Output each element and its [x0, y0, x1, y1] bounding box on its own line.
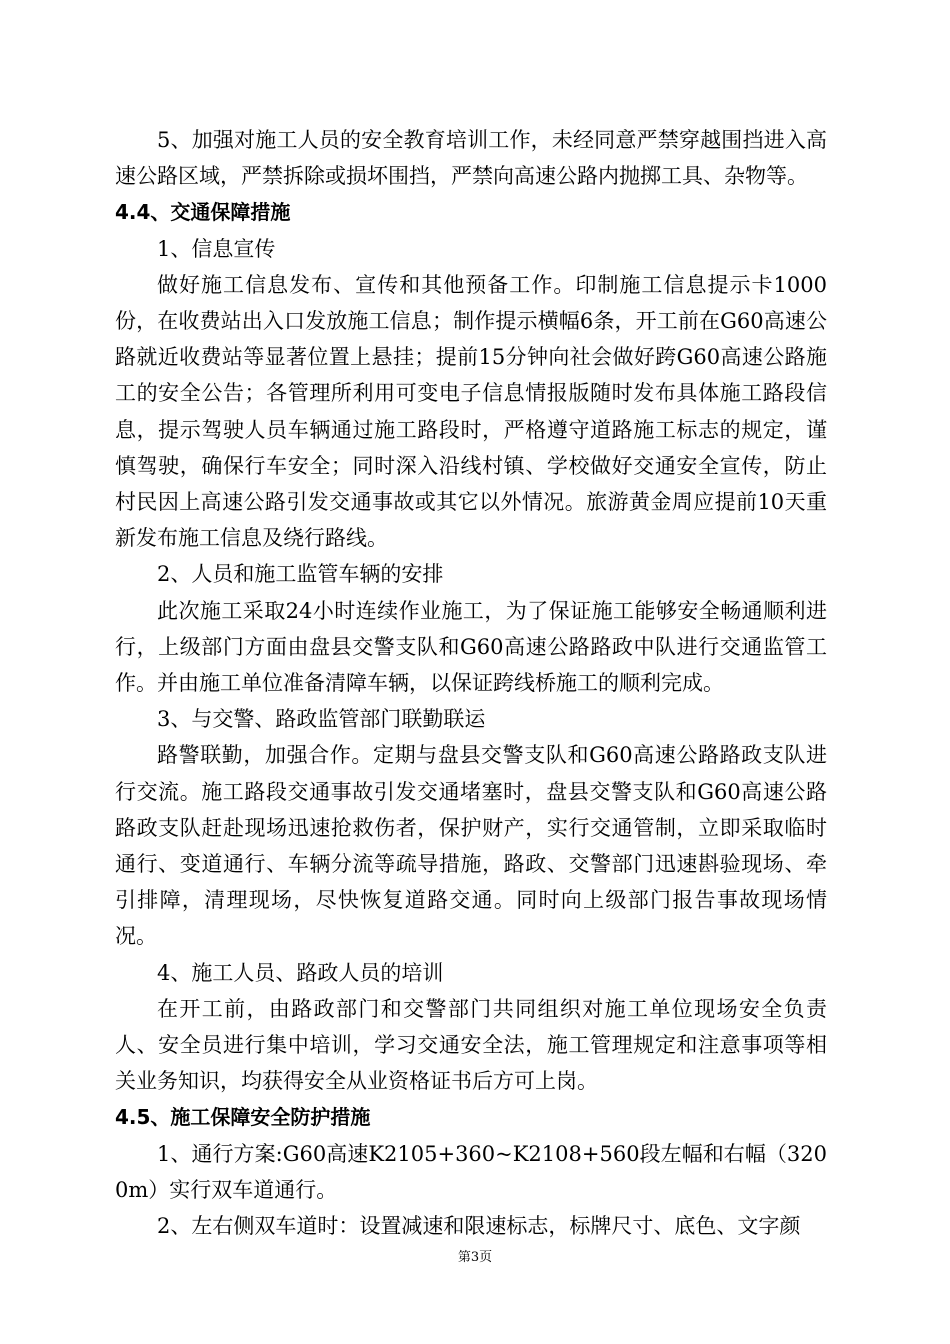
page-number: 第3页: [457, 1250, 493, 1265]
paragraph-item-5: 5、加强对施工人员的安全教育培训工作，未经同意严禁穿越围挡进入高速公路区域，严禁拆除或损坏围挡，严禁向高速公路内抛掷工具、杂物等。: [115, 128, 827, 189]
section-heading-4-4: 4.4、交通保障措施: [115, 200, 291, 225]
document-body: [115, 122, 827, 1244]
paragraph-personnel-vehicles: 此次施工采取24小时连续作业施工，为了保证施工能够安全畅通顺利进行，上级部门方面由盘县交警支队和G60高速公路路政中队进行交通监管工作。并由施工单位准备清障车辆，以保证跨线桥施工的顺利完成。: [115, 598, 827, 696]
section-heading-4-5: 4.5、施工保障安全防护措施: [115, 1105, 371, 1130]
paragraph-info-publicity: 做好施工信息发布、宣传和其他预备工作。印制施工信息提示卡1000份，在收费站出入口发放施工信息；制作提示横幅6条，开工前在G60高速公路就近收费站等显著位置上悬挂；提前15分钟向社会做好跨G60高速公路施工的安全公告；各管理所利用可变电子信息情报版随时发布具体施工路段信息，提示驾驶人员车辆通过施工路段时，严格遵守道路施工标志的规定，谨慎驾驶，确保行车安全；同时深入沿线村镇、学校做好交通安全宣传，防止村民因上高速公路引发交通事故或其它以外情况。旅游黄金周应提前10天重新发布施工信息及绕行路线。: [115, 272, 827, 551]
paragraph-traffic-plan: 1、通行方案:G60高速K2105+360~K2108+560段左幅和右幅（3200m）实行双车道通行。: [115, 1141, 827, 1202]
subheading-joint-service: 3、与交警、路政监管部门联勤联运: [157, 707, 486, 732]
paragraph-training: 在开工前，由路政部门和交警部门共同组织对施工单位现场安全负责人、安全员进行集中培训，学习交通安全法，施工管理规定和注意事项等相关业务知识，均获得安全从业资格证书后方可上岗。: [115, 996, 827, 1094]
subheading-info-publicity: 1、信息宣传: [157, 236, 276, 261]
subheading-personnel-vehicles: 2、人员和施工监管车辆的安排: [157, 562, 444, 587]
subheading-training: 4、施工人员、路政人员的培训: [157, 960, 444, 985]
paragraph-joint-service: 路警联勤，加强合作。定期与盘县交警支队和G60高速公路路政支队进行交流。施工路段交通事故引发交通堵塞时，盘县交警支队和G60高速公路路政支队赶赴现场迅速抢救伤者，保护财产，实行交通管制，立即采取临时通行、变道通行、车辆分流等疏导措施，路政、交警部门迅速斟验现场、牵引排障，清理现场，尽快恢复道路交通。同时向上级部门报告事故现场情况。: [115, 743, 827, 949]
paragraph-double-lane: 2、左右侧双车道时：设置减速和限速标志，标牌尺寸、底色、文字颜: [157, 1214, 801, 1239]
